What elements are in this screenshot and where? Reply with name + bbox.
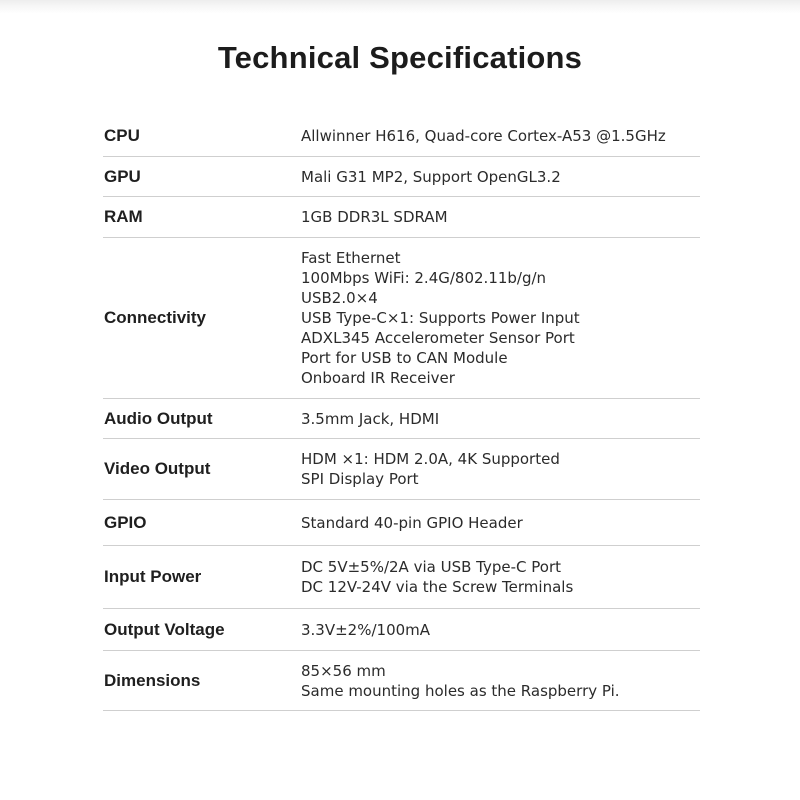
spec-value-line: Allwinner H616, Quad-core Cortex-A53 @1.5GHz (301, 127, 666, 145)
spec-row-output-voltage (103, 609, 700, 651)
spec-value-line: DC 5V±5%/2A via USB Type-C Port (301, 558, 561, 576)
spec-label-gpu: GPU (104, 166, 141, 186)
spec-table (103, 116, 700, 711)
spec-value-gpu (301, 167, 700, 187)
spec-value-video-output (301, 449, 700, 489)
spec-value-line: 85×56 mm (301, 661, 386, 680)
spec-value-line: 100Mbps WiFi: 2.4G/802.11b/g/n (301, 269, 547, 287)
spec-value-line: USB Type-C×1: Supports Power Input (301, 309, 580, 327)
spec-value-line: DC 12V-24V via the Screw Terminals (301, 578, 574, 596)
spec-value-input-power (301, 557, 700, 597)
top-shadow (0, 0, 800, 14)
spec-row-audio-output (103, 399, 700, 439)
spec-value-line: Mali G31 MP2, Support OpenGL3.2 (301, 167, 561, 186)
spec-label-output-voltage: Output Voltage (104, 619, 225, 639)
spec-label-connectivity: Connectivity (104, 308, 207, 327)
spec-label-ram: RAM (104, 207, 143, 226)
spec-label-dimensions: Dimensions (104, 670, 201, 690)
spec-row-dimensions (103, 651, 700, 711)
spec-label-input-power: Input Power (104, 567, 202, 586)
spec-value-line: USB2.0×4 (301, 289, 378, 307)
spec-label-audio-output: Audio Output (104, 408, 213, 428)
spec-value-audio-output (301, 409, 700, 429)
spec-value-line: Port for USB to CAN Module (301, 349, 508, 367)
spec-value-line: Fast Ethernet (301, 249, 401, 267)
spec-value-gpio (301, 513, 700, 533)
spec-value-line: Same mounting holes as the Raspberry Pi. (301, 681, 620, 700)
spec-value-ram (301, 207, 700, 227)
spec-value-output-voltage (301, 620, 700, 640)
spec-value-line: 3.5mm Jack, HDMI (301, 409, 440, 428)
spec-label-video-output: Video Output (104, 459, 211, 478)
spec-value-line: Standard 40-pin GPIO Header (301, 513, 523, 532)
spec-label-cpu: CPU (104, 126, 140, 145)
spec-value-connectivity (301, 248, 700, 388)
spec-row-video-output (103, 439, 700, 500)
spec-row-gpu (103, 157, 700, 197)
spec-value-dimensions (301, 661, 700, 701)
spec-value-line: ADXL345 Accelerometer Sensor Port (301, 329, 575, 347)
spec-label-gpio: GPIO (104, 512, 147, 532)
spec-value-line: 3.3V±2%/100mA (301, 620, 431, 639)
spec-row-input-power (103, 546, 700, 609)
spec-value-line: SPI Display Port (301, 470, 419, 488)
spec-value-line: Onboard IR Receiver (301, 369, 455, 387)
spec-row-cpu (103, 116, 700, 157)
spec-row-ram (103, 197, 700, 238)
spec-value-line: HDM ×1: HDM 2.0A, 4K Supported (301, 450, 560, 468)
spec-row-connectivity (103, 238, 700, 399)
spec-value-cpu (301, 126, 700, 146)
page-title: Technical Specifications (217, 40, 583, 75)
spec-value-line: 1GB DDR3L SDRAM (301, 208, 448, 226)
spec-row-gpio (103, 500, 700, 546)
